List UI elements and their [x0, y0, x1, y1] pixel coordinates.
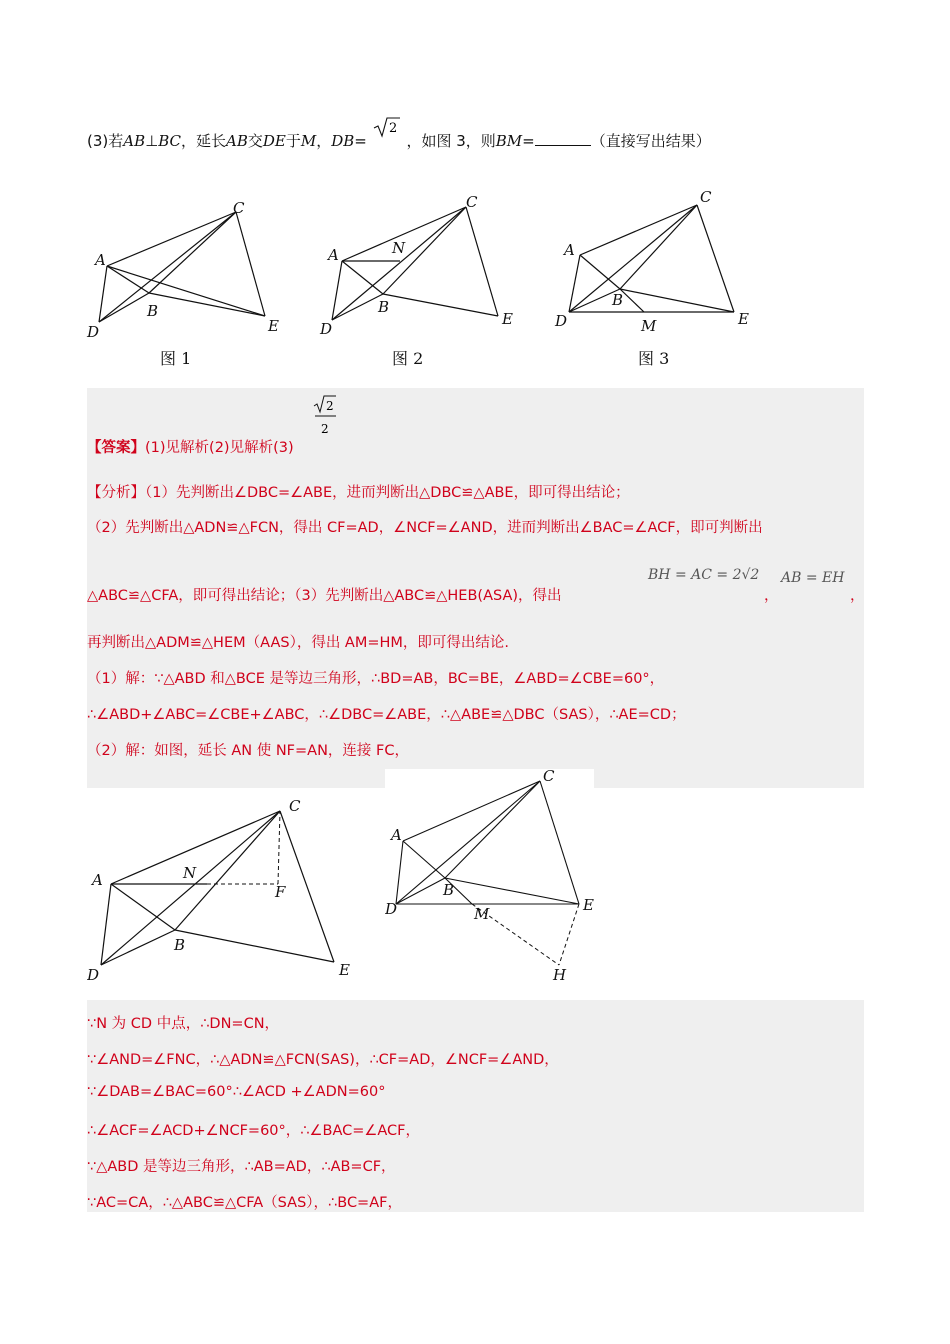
q-text: = [522, 132, 535, 150]
label-E: E [583, 896, 594, 914]
label-A: A [92, 871, 103, 889]
answer-fraction [312, 393, 338, 443]
q-text: ，如图 3，则 [406, 132, 496, 150]
analysis-line-1: 【分析】（1）先判断出∠DBC=∠ABE，进而判断出△DBC≌△ABE，即可得出结论； [87, 485, 630, 501]
figure-1 [85, 195, 285, 349]
label-B: B [147, 302, 159, 320]
label-C: C [543, 769, 555, 785]
answer-line [87, 436, 294, 457]
label-E: E [268, 317, 279, 335]
label-A: A [95, 251, 106, 269]
answer-label: 【答案】 [87, 440, 145, 456]
fraction-numerator: 2 [326, 399, 334, 413]
figure-3 [552, 185, 762, 339]
label-B: B [174, 936, 186, 954]
label-H: H [553, 966, 567, 984]
proof-line-1: ∵N 为 CD 中点，∴DN=CN， [87, 1016, 280, 1032]
solution-figure-right [385, 769, 594, 991]
analysis-line-2: （2）先判断出△ADN≌△FCN，得出 CF=AD，∠NCF=∠AND，进而判断出∠BAC=∠ACF，即可判断出 [87, 520, 763, 536]
label-D: D [87, 966, 100, 984]
proof-line-2: ∵∠AND=∠FNC，∴△ADN≌△FCN(SAS)，∴CF=AD，∠NCF=∠AND， [87, 1052, 559, 1068]
label-F: F [275, 883, 286, 901]
sqrt-radicand: 2 [388, 121, 397, 136]
label-A: A [391, 826, 402, 844]
label-B: B [378, 298, 390, 316]
label-A: A [564, 241, 575, 259]
label-C: C [233, 199, 245, 217]
analysis-line-3 [87, 584, 562, 605]
equation-bh-ac: BH = AC = 2√2 [648, 567, 760, 583]
label-E: E [339, 961, 350, 979]
equation-end: ， [850, 588, 865, 604]
equation-ab-eh: AB = EH [781, 570, 845, 586]
q-text: ， [316, 132, 332, 150]
figure-2 [316, 190, 526, 344]
proof-line-6: ∵AC=CA，∴△ABC≌△CFA（SAS），∴BC=AF， [87, 1195, 402, 1211]
label-M: M [474, 905, 490, 923]
q-var: BC [158, 132, 181, 150]
label-D: D [320, 320, 333, 338]
analysis-line-5: （1）解：∵△ABD 和△BCE 是等边三角形，∴BD=AB，BC=BE，∠ABD=∠CBE=60°， [87, 671, 665, 687]
q-text: ，延长 [180, 132, 226, 150]
analysis-line-7: （2）解：如图，延长 AN 使 NF=AN，连接 FC， [87, 743, 409, 759]
label-C: C [466, 193, 478, 211]
analysis-line-3-text: △ABC≌△CFA，即可得出结论；（3）先判断出△ABC≌△HEB(ASA)，得出 [87, 588, 562, 604]
label-A: A [328, 246, 339, 264]
label-E: E [738, 310, 749, 328]
analysis-line-6: ∴∠ABD+∠ABC=∠CBE+∠ABC，∴∠DBC=∠ABE，∴△ABE≌△DBC（SAS），∴AE=CD； [87, 707, 686, 723]
label-N: N [392, 239, 406, 257]
caption-figure-2: 图 2 [392, 349, 424, 368]
equation-separator: ， [764, 588, 779, 604]
label-N: N [183, 864, 197, 882]
label-C: C [289, 797, 301, 815]
q-perp: ⊥ [145, 132, 159, 150]
q-var: BM [495, 132, 523, 150]
q-text: = [354, 132, 367, 150]
label-M: M [641, 317, 657, 335]
q-var: DB [331, 132, 355, 150]
solution-figure-left [87, 794, 353, 990]
label-B: B [443, 881, 455, 899]
proof-line-4: ∴∠ACF=∠ACD+∠NCF=60°，∴∠BAC=∠ACF， [87, 1123, 421, 1139]
q-text: 交 [247, 132, 263, 150]
answer-blank [535, 131, 591, 146]
q-var: M [300, 132, 317, 150]
label-B: B [612, 291, 624, 309]
answer-text: (1)见解析(2)见解析(3) [145, 440, 294, 456]
label-D: D [385, 900, 398, 918]
q-text: (3)若 [87, 132, 124, 150]
proof-line-3: ∵∠DAB=∠BAC=60°∴∠ACD +∠ADN=60° [87, 1084, 386, 1100]
sqrt-2-expression [372, 116, 402, 134]
q-var: AB [123, 132, 146, 150]
label-D: D [555, 312, 568, 330]
q-text: 于 [285, 132, 301, 150]
proof-line-5: ∵△ABD 是等边三角形，∴AB=AD，∴AB=CF， [87, 1159, 396, 1175]
label-E: E [502, 310, 513, 328]
q-var: AB [225, 132, 248, 150]
caption-figure-1: 图 1 [160, 349, 192, 368]
analysis-line-4: 再判断出△ADM≌△HEM（AAS），得出 AM=HM，即可得出结论. [87, 635, 510, 651]
fraction-denominator: 2 [321, 422, 329, 436]
question-3 [87, 121, 711, 151]
q-var: DE [262, 132, 286, 150]
label-D: D [87, 323, 100, 341]
label-C: C [700, 188, 712, 206]
caption-figure-3: 图 3 [638, 349, 670, 368]
q-text: （直接写出结果） [590, 132, 711, 150]
